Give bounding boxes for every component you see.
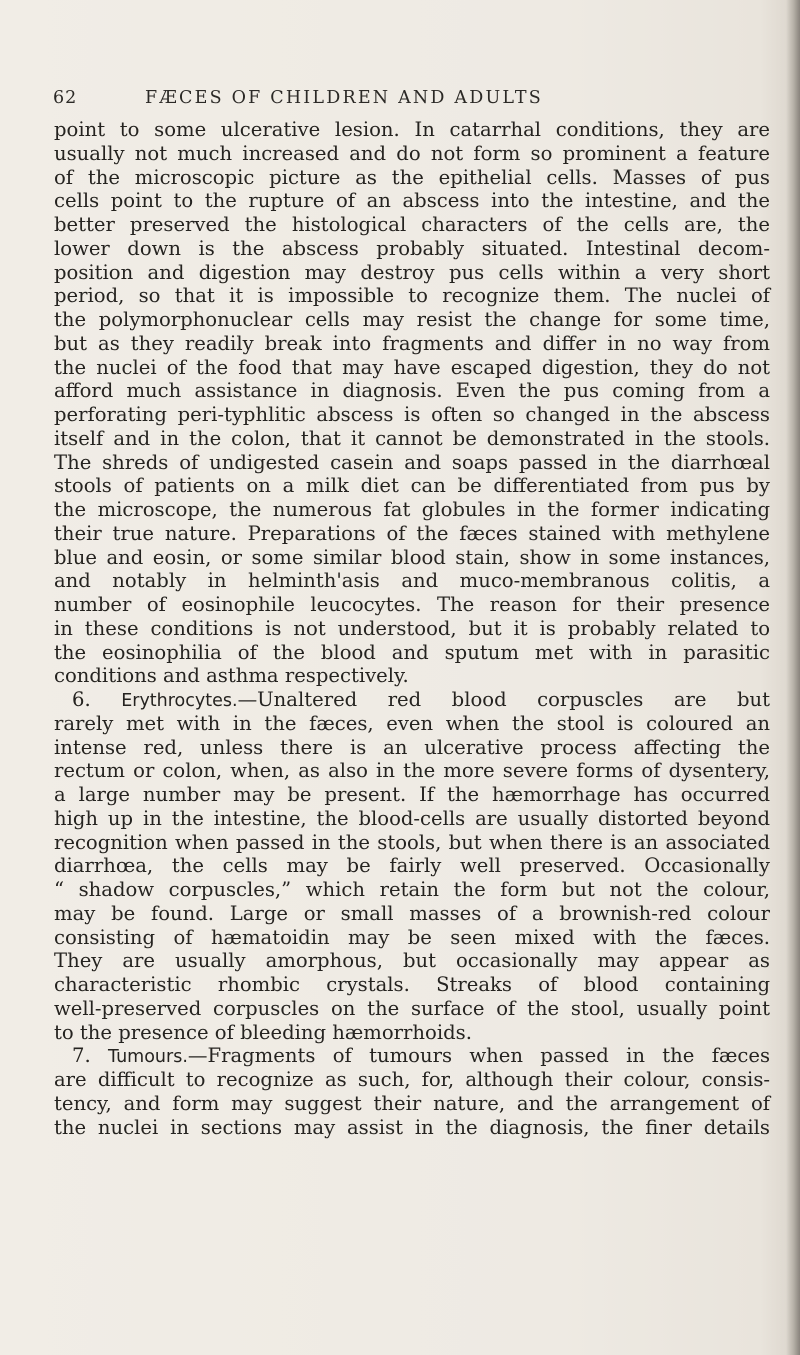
- text-line: stools of patients on a milk diet can be differentiated from pus by: [54, 474, 770, 498]
- section-tumours: [54, 1044, 770, 1139]
- page-header: [53, 88, 768, 110]
- text-line: in these conditions is not understood, but it is probably related to: [54, 616, 770, 640]
- text-line: the microscope, the numerous fat globules in the former indicating: [54, 498, 770, 521]
- text-line: afford much assistance in diagnosis. Even the pus coming from a: [54, 379, 770, 403]
- text-line: perforating peri-typhlitic abscess is often so changed in the abscess: [54, 403, 770, 426]
- text-line: of the microscopic picture as the epithelial cells. Masses of pus: [54, 165, 770, 189]
- text-line: but as they readily break into fragments and differ in no way from: [54, 331, 770, 355]
- section-first-line-text: —Unaltered red blood corpuscles are but: [237, 688, 770, 711]
- text-line: the nuclei in sections may assist in the diagnosis, the finer details: [54, 1115, 770, 1139]
- text-line: characteristic rhombic crystals. Streaks of blood containing: [54, 973, 770, 996]
- paragraph-continued: [54, 118, 770, 688]
- text-line: intense red, unless there is an ulcerative process affecting the: [54, 735, 770, 759]
- section-heading: Tumours.: [108, 1047, 188, 1068]
- text-line: the nuclei of the food that may have escaped digestion, they do not: [54, 355, 770, 379]
- text-line: rectum or colon, when, as also in the more severe forms of dysentery,: [54, 759, 770, 783]
- text-line: position and digestion may destroy pus cells within a very short: [54, 260, 770, 284]
- text-line: usually not much increased and do not form so prominent a feature: [54, 141, 770, 165]
- text-line: recognition when passed in the stools, but when there is an associated: [54, 830, 770, 854]
- text-line: number of eosinophile leucocytes. The reason for their presence: [54, 593, 770, 616]
- section-first-line-text: —Fragments of tumours when passed in the fæces: [187, 1044, 771, 1068]
- text-line: point to some ulcerative lesion. In catarrhal conditions, they are: [54, 118, 770, 141]
- section-number: 6.: [72, 688, 91, 711]
- section-first-line: [54, 688, 770, 712]
- text-line: to the presence of bleeding hæmorrhoids.: [54, 1020, 472, 1044]
- text-line: The shreds of undigested casein and soaps passed in the diarrhœal: [54, 450, 770, 474]
- text-line: their true nature. Preparations of the fæces stained with methylene: [54, 521, 770, 545]
- text-line: the eosinophilia of the blood and sputum met with in parasitic: [54, 640, 770, 664]
- section-first-line: [54, 1044, 770, 1068]
- text-line: diarrhœa, the cells may be fairly well preserved. Occasionally: [54, 854, 770, 878]
- text-line: lower down is the abscess probably situated. Intestinal decom-: [54, 236, 770, 260]
- text-line: well-preserved corpuscles on the surface of the stool, usually point: [54, 996, 770, 1020]
- text-line: “ shadow corpuscles,” which retain the form but not the colour,: [54, 878, 770, 901]
- page-number: 62: [53, 88, 78, 108]
- section-heading: Erythrocytes.: [121, 691, 238, 711]
- text-line: rarely met with in the fæces, even when the stool is coloured an: [54, 711, 770, 735]
- text-line: may be found. Large or small masses of a brownish-red colour: [54, 901, 770, 925]
- section-erythrocytes: [54, 688, 770, 1044]
- text-line: a large number may be present. If the hæmorrhage has occurred: [54, 783, 770, 806]
- text-line: are difficult to recognize as such, for, although their colour, consis-: [54, 1068, 770, 1091]
- text-line: better preserved the histological characters of the cells are, the: [54, 213, 770, 236]
- text-line: blue and eosin, or some similar blood stain, show in some instances,: [54, 545, 770, 569]
- text-line: They are usually amorphous, but occasionally may appear as: [54, 949, 770, 973]
- text-line: itself and in the colon, that it cannot be demonstrated in the stools.: [54, 426, 770, 450]
- text-line: consisting of hæmatoidin may be seen mixed with the fæces.: [54, 925, 770, 949]
- text-line: and notably in helminth'asis and muco-membranous colitis, a: [54, 569, 770, 593]
- section-number: 7.: [72, 1044, 91, 1068]
- text-line: period, so that it is impossible to recognize them. The nuclei of: [54, 284, 770, 308]
- running-title: FÆCES OF CHILDREN AND ADULTS: [145, 88, 543, 108]
- page-spine-shadow: [786, 0, 800, 1355]
- text-line: the polymorphonuclear cells may resist the change for some time,: [54, 308, 770, 331]
- text-line: tency, and form may suggest their nature, and the arrangement of: [54, 1091, 770, 1115]
- body-text: [54, 118, 770, 1139]
- text-line: conditions and asthma respectively.: [54, 664, 409, 688]
- text-line: high up in the intestine, the blood-cells are usually distorted beyond: [54, 806, 770, 830]
- text-line: cells point to the rupture of an abscess into the intestine, and the: [54, 189, 770, 213]
